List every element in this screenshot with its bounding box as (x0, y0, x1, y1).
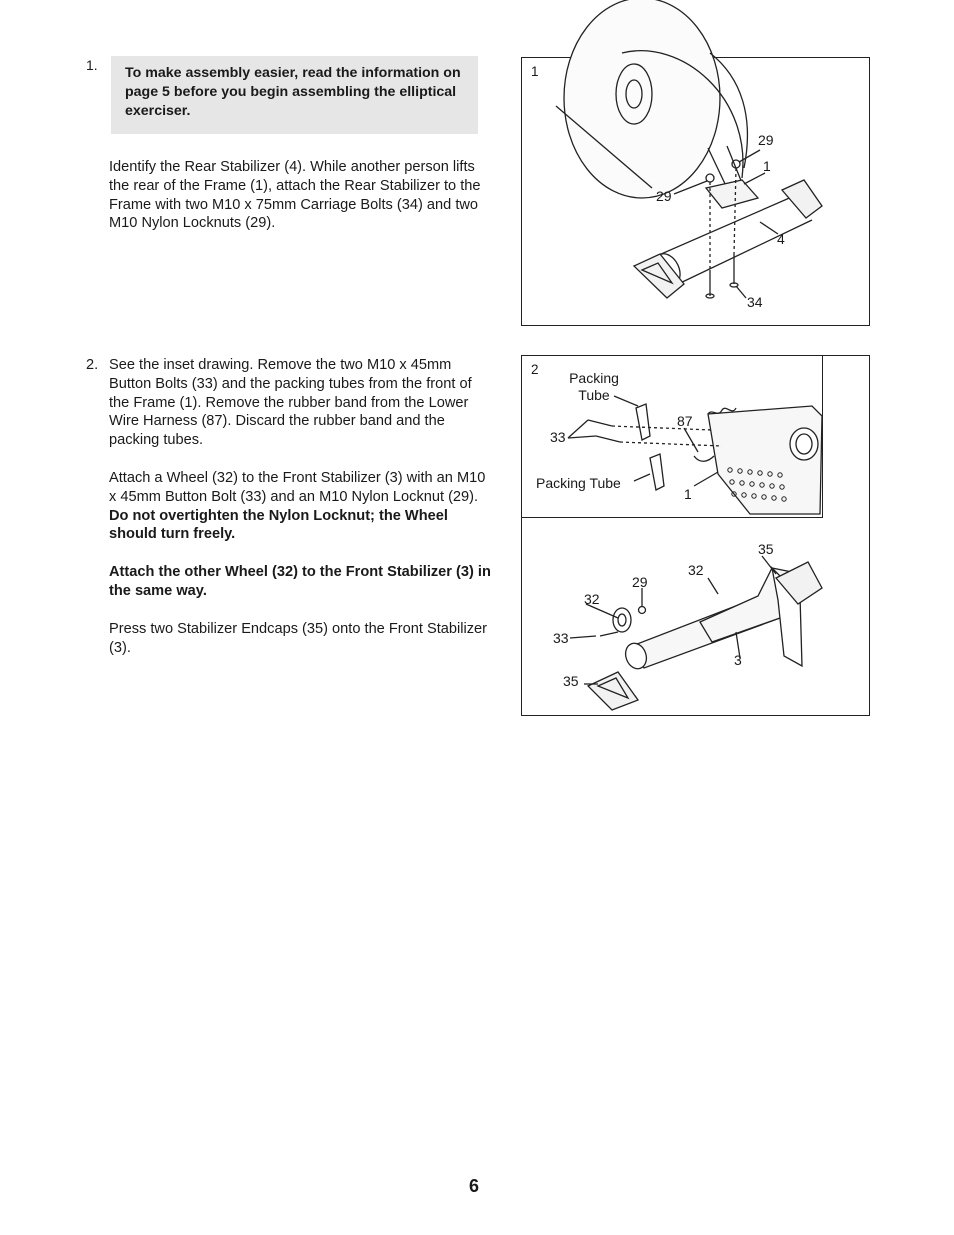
fig2-label-33: 33 (553, 630, 569, 646)
fig1-label-29-top: 29 (758, 132, 774, 148)
fig2-label-35-top: 35 (758, 541, 774, 557)
fig2-label-32-left: 32 (584, 591, 600, 607)
fig2-label-32-right: 32 (688, 562, 704, 578)
fig2-label-packing-tube-top-line-2: Tube (578, 387, 610, 403)
fig2-label-3: 3 (734, 652, 742, 668)
fig1-label-4: 4 (777, 231, 785, 247)
fig2-label-1: 1 (684, 486, 692, 502)
figure-2-number: 2 (531, 362, 539, 377)
fig1-label-29-left: 29 (656, 188, 672, 204)
step-2-text (109, 356, 494, 657)
fig1-label-34: 34 (747, 294, 763, 310)
step-1-body: Identify the Rear Stabilizer (4). While another person lifts the rear of the Frame (1), attach the Rear Stabilizer to the Frame with two M10 x 75mm Carriage Bolts (34) and two M10 Nylon Locknuts (29). (109, 159, 481, 232)
figure-2-drawing (522, 356, 871, 717)
step-2-paragraph-4: Press two Stabilizer Endcaps (35) onto the Front Stabilizer (3). (109, 620, 487, 656)
step-2-paragraph-2-text: Attach a Wheel (32) to the Front Stabilizer (3) with an M10 x 45mm Button Bolt (33) and an M10 Nylon Locknut (29). (109, 469, 486, 505)
figure-2 (521, 355, 870, 716)
figure-1 (521, 57, 870, 326)
step-1-note: To make assembly easier, read the information on page 5 before you begin assembling the elliptical exerciser. (111, 56, 478, 134)
fig2-label-35-bottom: 35 (563, 673, 579, 689)
step-2-paragraph-2 (109, 469, 494, 544)
fig2-label-33-inset: 33 (550, 429, 566, 445)
fig2-label-packing-tube-bottom: Packing Tube (536, 475, 621, 491)
step-2-paragraph-2-warning: Do not overtighten the Nylon Locknut; the Wheel should turn freely. (109, 507, 448, 543)
fig2-label-29: 29 (632, 574, 648, 590)
fig2-label-87: 87 (677, 413, 693, 429)
step-2-number: 2. (86, 357, 99, 373)
figure-1-number: 1 (531, 64, 539, 79)
step-2-paragraph-1: See the inset drawing. Remove the two M10 x 45mm Button Bolts (33) and the packing tubes from the front of the Frame (1). Remove the rubber band from the Lower Wire Harness (87). Discard the rubber band and the packing tubes. (109, 357, 472, 449)
fig1-label-1: 1 (763, 158, 771, 174)
step-2-paragraph-3: Attach the other Wheel (32) to the Front Stabilizer (3) in the same way. (109, 564, 491, 599)
fig2-label-packing-tube-top-line-1: Packing (569, 370, 619, 386)
step-1-number: 1. (86, 57, 98, 73)
page-number: 6 (469, 1176, 480, 1196)
figure-1-drawing (522, 58, 871, 327)
